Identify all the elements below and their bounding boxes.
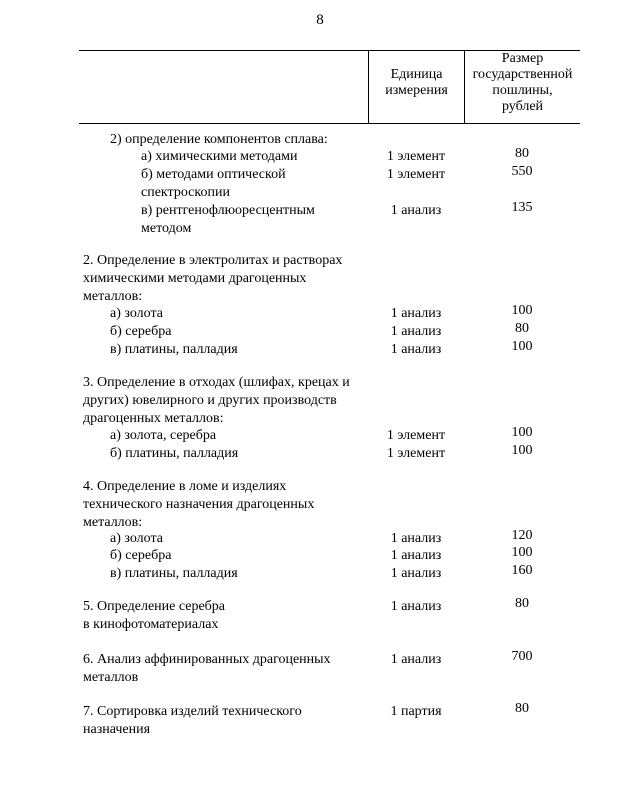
row-text: драгоценных металлов: (83, 411, 224, 426)
header-fee-line: Размер (501, 51, 544, 66)
header-unit-line: измерения (385, 83, 448, 98)
row-text: металлов: (83, 515, 143, 530)
row-text: металлов (83, 670, 139, 685)
row-text: 2) определение компонентов сплава: (110, 132, 328, 147)
row-unit: 1 анализ (390, 566, 442, 581)
row-text: технического назначения драгоценных (83, 497, 315, 512)
row-text: а) золота, серебра (110, 428, 217, 443)
row-text: 5. Определение серебра (83, 599, 226, 614)
row-fee: 700 (511, 649, 533, 664)
row-fee: 100 (511, 443, 533, 458)
row-fee: 100 (511, 339, 533, 354)
header-fee-line: пошлины, (492, 83, 553, 98)
row-text: в) платины, палладия (110, 566, 238, 581)
row-text: б) платины, палладия (110, 446, 239, 461)
row-text: б) методами оптической (141, 167, 286, 182)
row-unit: 1 элемент (386, 446, 446, 461)
row-fee: 80 (515, 596, 529, 611)
row-text: в кинофотоматериалах (83, 617, 219, 632)
row-text: металлов: (83, 289, 143, 304)
row-text: химическими методами драгоценных (83, 271, 307, 286)
header-fee (465, 51, 580, 115)
row-fee: 135 (511, 200, 533, 215)
row-fee: 100 (511, 545, 533, 560)
row-text: 6. Анализ аффинированных драгоценных (83, 652, 331, 667)
row-text: 2. Определение в электролитах и растворах (83, 253, 343, 268)
row-text: а) золота (110, 306, 163, 321)
row-fee: 550 (511, 164, 533, 179)
row-unit: 1 партия (390, 704, 442, 719)
header-unit (369, 67, 464, 99)
row-fee: 160 (511, 563, 533, 578)
header-fee-line: государственной (472, 67, 573, 82)
row-text: назначения (83, 722, 151, 737)
row-text: спектроскопии (141, 185, 230, 200)
row-text: других) ювелирного и других производств (83, 393, 337, 408)
row-unit: 1 элемент (386, 149, 446, 164)
row-unit: 1 анализ (390, 306, 442, 321)
row-fee: 120 (511, 528, 533, 543)
row-unit: 1 анализ (390, 599, 442, 614)
row-text: 3. Определение в отходах (шлифах, крецах и (83, 375, 350, 390)
row-text: в) рентгенофлюоресцентным (141, 203, 315, 218)
row-fee: 80 (515, 321, 529, 336)
row-fee: 80 (515, 146, 529, 161)
row-text: а) золота (110, 531, 163, 546)
row-fee: 100 (511, 425, 533, 440)
row-unit: 1 анализ (390, 324, 442, 339)
row-unit: 1 анализ (390, 531, 442, 546)
header-bottom-border (79, 123, 580, 124)
row-unit: 1 анализ (390, 203, 442, 218)
page-number: 8 (316, 12, 324, 28)
row-text: б) серебра (110, 324, 172, 339)
header-fee-line: рублей (501, 99, 544, 114)
row-text: 4. Определение в ломе и изделиях (83, 479, 287, 494)
row-text: а) химическими методами (141, 149, 298, 164)
row-unit: 1 анализ (390, 548, 442, 563)
row-text: б) серебра (110, 548, 172, 563)
row-unit: 1 элемент (386, 428, 446, 443)
header-unit-line: Единица (390, 67, 443, 82)
row-unit: 1 анализ (390, 342, 442, 357)
row-text: в) платины, палладия (110, 342, 238, 357)
row-fee: 100 (511, 303, 533, 318)
row-unit: 1 элемент (386, 167, 446, 182)
row-unit: 1 анализ (390, 652, 442, 667)
row-text: методом (141, 221, 192, 236)
row-fee: 80 (515, 701, 529, 716)
row-text: 7. Сортировка изделий технического (83, 704, 302, 719)
